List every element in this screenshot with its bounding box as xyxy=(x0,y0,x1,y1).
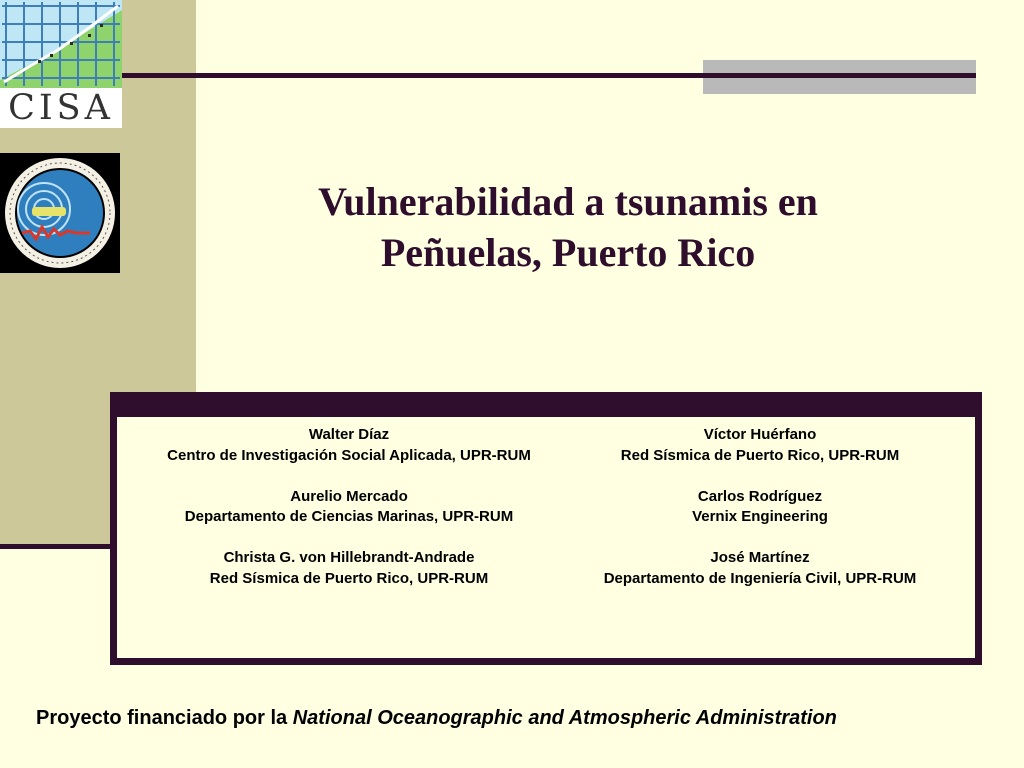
author-affiliation: Vernix Engineering xyxy=(692,508,828,525)
authors-left-column xyxy=(117,425,581,610)
author-affiliation: Red Sísmica de Puerto Rico, UPR-RUM xyxy=(209,569,489,587)
author-affiliation: Centro de Investigación Social Aplicada, UPR-RUM xyxy=(167,446,531,464)
author-entry xyxy=(117,487,581,528)
cisa-logo xyxy=(0,0,122,128)
funding-note xyxy=(36,707,996,730)
author-name: José Martínez xyxy=(710,549,810,566)
author-affiliation: Departamento de Ingeniería Civil, UPR-RUM xyxy=(603,569,917,587)
author-entry xyxy=(570,548,950,589)
top-rule xyxy=(122,73,976,78)
author-entry xyxy=(117,425,581,466)
title-line-2: Peñuelas, Puerto Rico xyxy=(380,230,756,275)
funding-agency: National Oceanographic and Atmospheric Administration xyxy=(292,707,837,729)
side-rule xyxy=(0,544,112,549)
authors-panel xyxy=(110,392,982,665)
cisa-grid-icon xyxy=(0,0,122,88)
authors-right-column xyxy=(570,425,950,610)
author-name: Carlos Rodríguez xyxy=(697,487,823,505)
funding-prefix: Proyecto financiado por la xyxy=(36,707,288,729)
author-entry xyxy=(570,425,950,466)
author-affiliation: Departamento de Ciencias Marinas, UPR-RUM xyxy=(184,508,514,525)
author-name: Walter Díaz xyxy=(308,426,390,443)
author-affiliation: Red Sísmica de Puerto Rico, UPR-RUM xyxy=(620,446,900,464)
author-name: Christa G. von Hillebrandt-Andrade xyxy=(223,549,475,566)
author-name: Aurelio Mercado xyxy=(290,487,408,505)
title-line-1: Vulnerabilidad a tsunamis en xyxy=(318,179,818,224)
author-entry xyxy=(117,548,581,589)
cisa-logo-text: CISA xyxy=(8,88,114,128)
seismic-network-seal xyxy=(0,153,120,273)
author-name: Víctor Huérfano xyxy=(703,426,817,443)
page-title xyxy=(250,176,886,278)
seal-icon xyxy=(0,153,120,273)
author-entry xyxy=(570,487,950,528)
authors-panel-body xyxy=(117,417,975,658)
